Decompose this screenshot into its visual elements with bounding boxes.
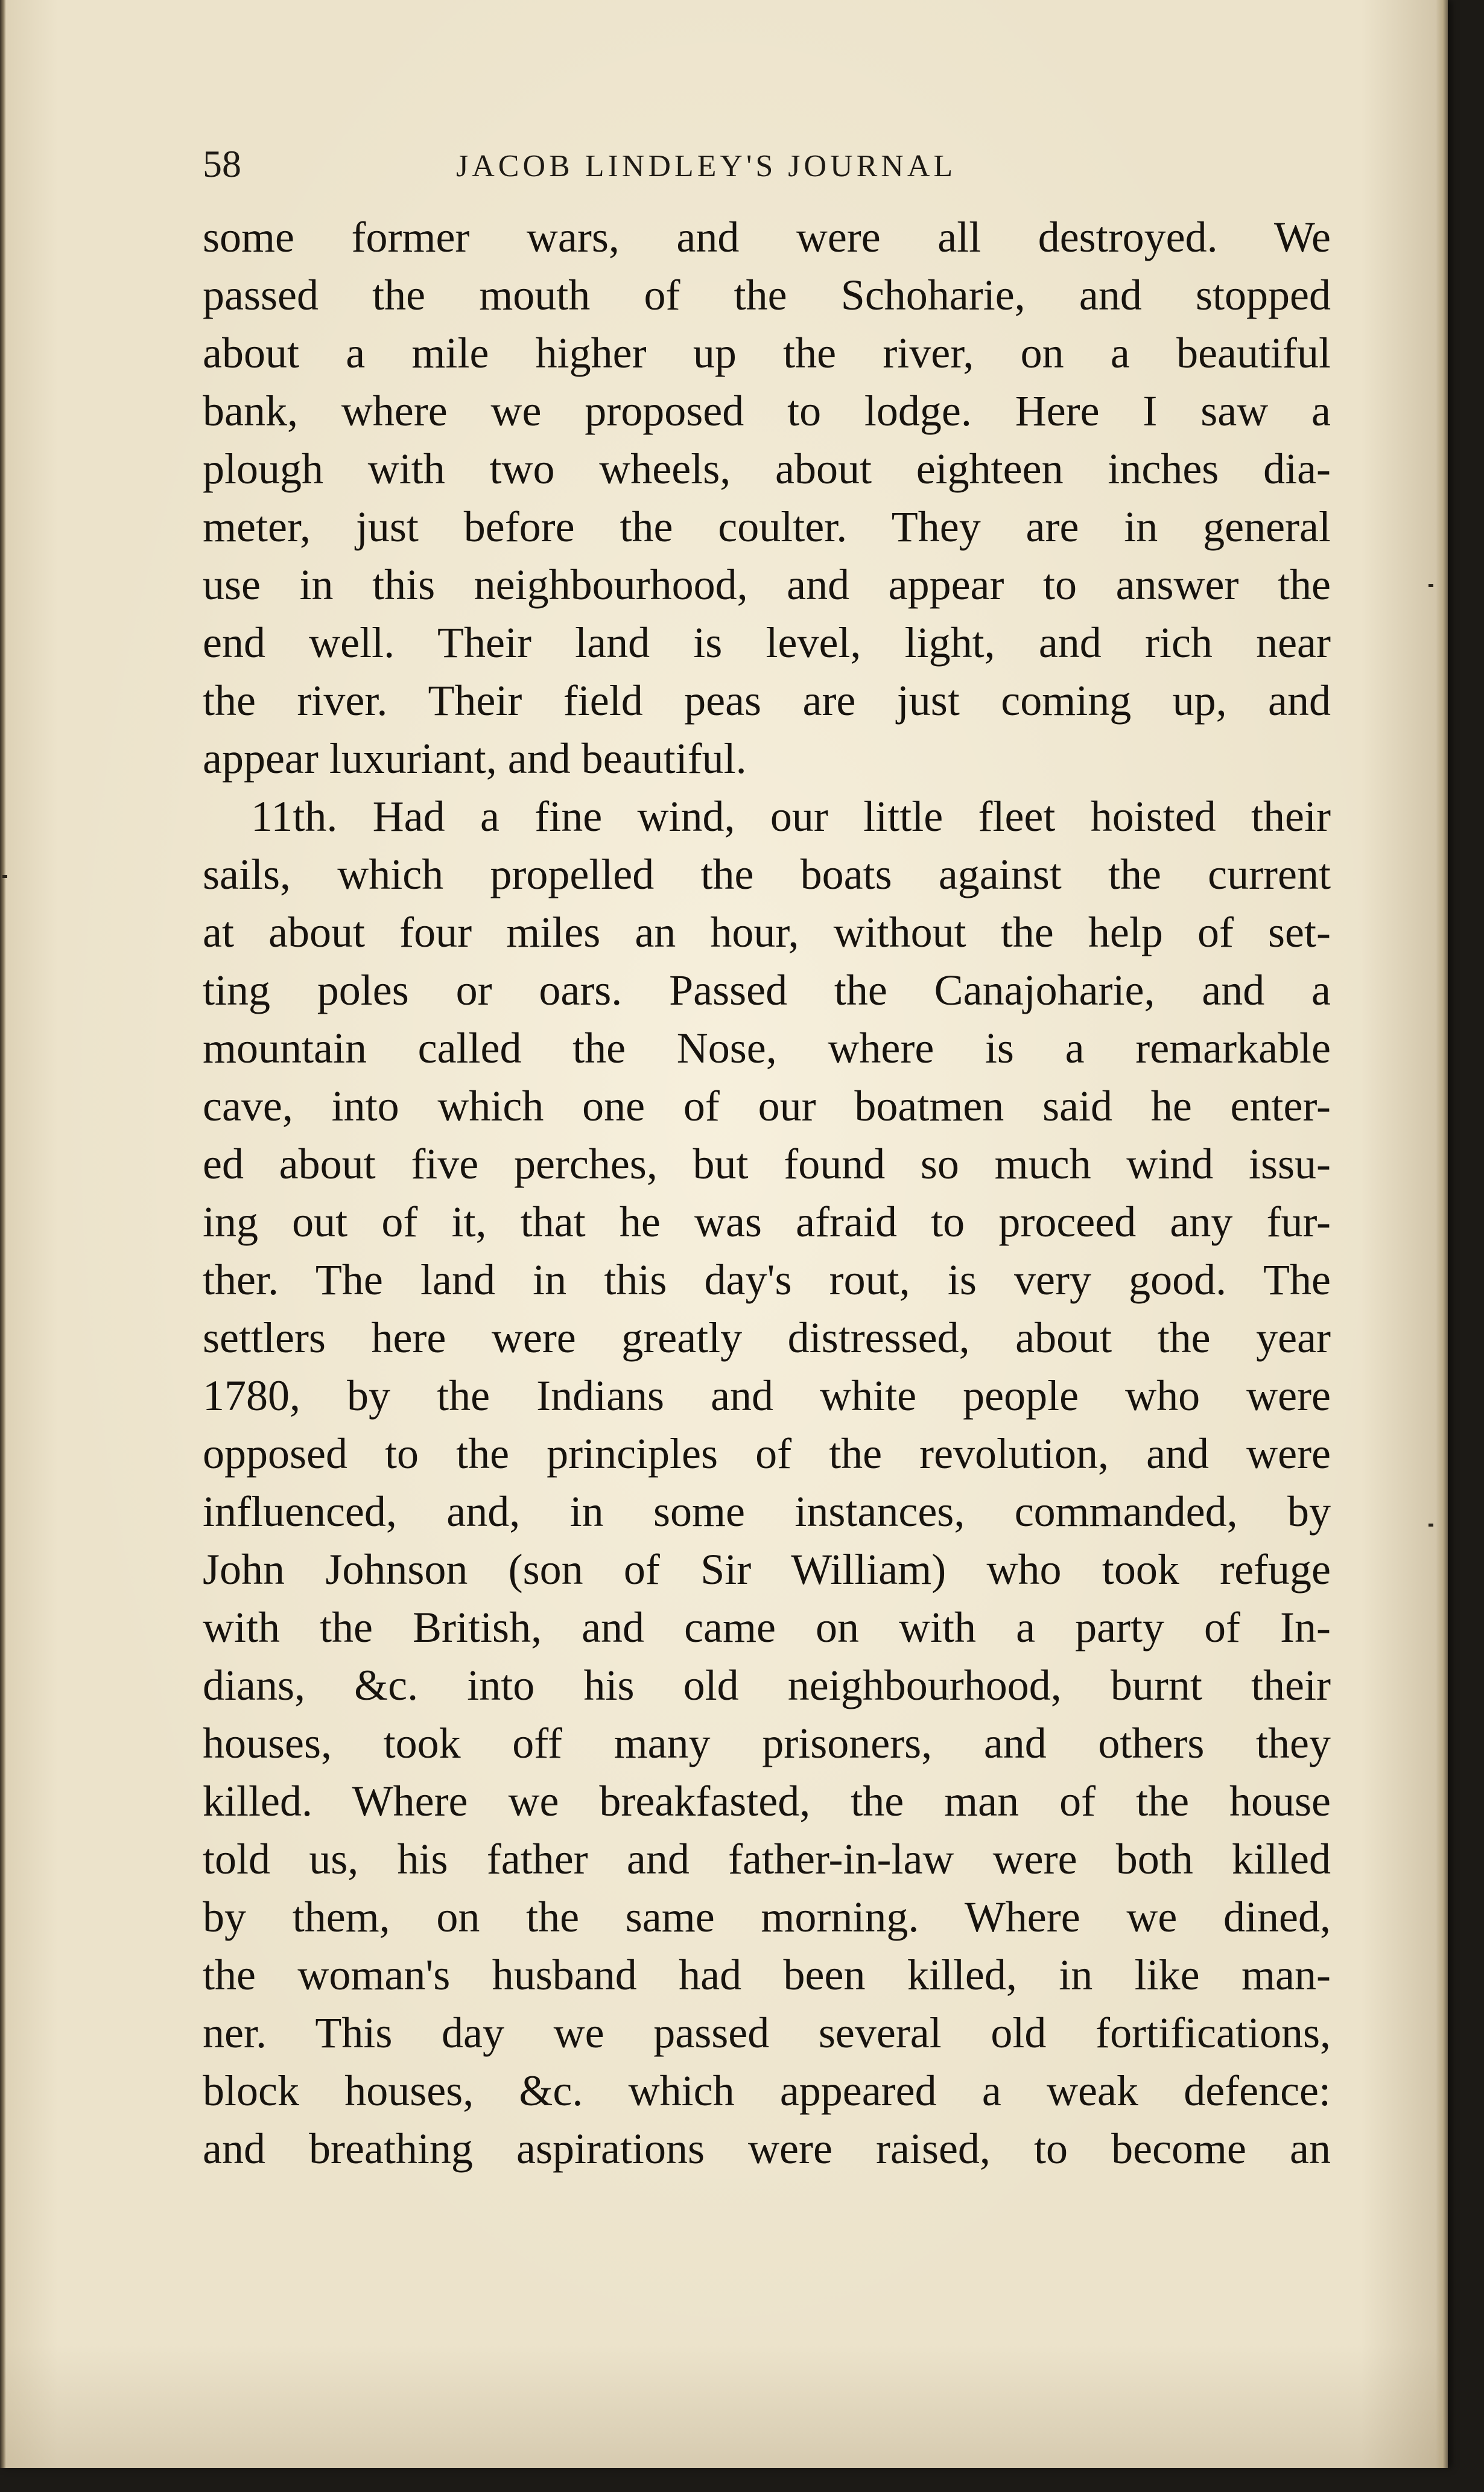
text-line: about a mile higher up the river, on a beautiful [203,329,1331,377]
body-text [203,208,1331,2178]
page-header [203,140,1047,188]
text-line: the river. Their field peas are just coming up, and [203,676,1331,725]
text-line: at about four miles an hour, without the help of set- [203,908,1331,956]
text-line: ting poles or oars. Passed the Canajoharie, and a [203,966,1331,1014]
text-line: block houses, &c. which appeared a weak defence: [203,2067,1331,2115]
text-line: mountain called the Nose, where is a remarkable [203,1024,1331,1072]
page-edge-mark [1429,584,1433,587]
text-line: sails, which propelled the boats against the current [203,850,1331,898]
text-line: passed the mouth of the Schoharie, and stopped [203,271,1331,319]
text-line: opposed to the principles of the revolution, and were [203,1429,1331,1478]
text-line: dians, &c. into his old neighbourhood, burnt their [203,1661,1331,1709]
page-edge-mark [1429,1524,1433,1527]
text-line: ing out of it, that he was afraid to proceed any fur- [203,1198,1331,1246]
text-line: John Johnson (son of Sir William) who took refuge [203,1545,1331,1594]
running-head: JACOB LINDLEY'S JOURNAL [456,149,957,183]
text-line: end well. Their land is level, light, and rich near [203,618,1331,667]
text-line: ner. This day we passed several old fortifications, [203,2009,1331,2057]
text-line: settlers here were greatly distressed, about the year [203,1314,1331,1362]
text-line: the woman's husband had been killed, in like man- [203,1951,1331,1999]
text-line: 11th. Had a fine wind, our little fleet hoisted their [251,792,1331,841]
text-line: 1780, by the Indians and white people who were [203,1372,1331,1420]
text-line: houses, took off many prisoners, and others they [203,1719,1331,1767]
text-line: with the British, and came on with a party of In- [203,1603,1331,1651]
text-line: use in this neighbourhood, and appear to answer the [203,561,1331,609]
text-line: influenced, and, in some instances, commanded, by [203,1487,1331,1536]
page-fore-edge [1436,0,1448,2468]
text-line: some former wars, and were all destroyed. We [203,213,1331,261]
page-edge-mark [2,875,7,878]
text-line: plough with two wheels, about eighteen inches dia- [203,445,1331,493]
text-line: meter, just before the coulter. They are in general [203,503,1331,551]
text-line: bank, where we proposed to lodge. Here I saw a [203,387,1331,435]
text-line: appear luxuriant, and beautiful. [203,734,747,783]
text-line: cave, into which one of our boatmen said he enter- [203,1082,1331,1130]
text-line: and breathing aspirations were raised, to become an [203,2125,1331,2173]
page-gutter-shadow [0,0,6,2468]
page-number: 58 [203,142,241,185]
text-line: told us, his father and father-in-law were both killed [203,1835,1331,1883]
text-line: ed about five perches, but found so much wind issu- [203,1140,1331,1188]
text-line: ther. The land in this day's rout, is very good. The [203,1256,1331,1304]
text-line: by them, on the same morning. Where we dined, [203,1893,1331,1941]
text-line: killed. Where we breakfasted, the man of the house [203,1777,1331,1825]
